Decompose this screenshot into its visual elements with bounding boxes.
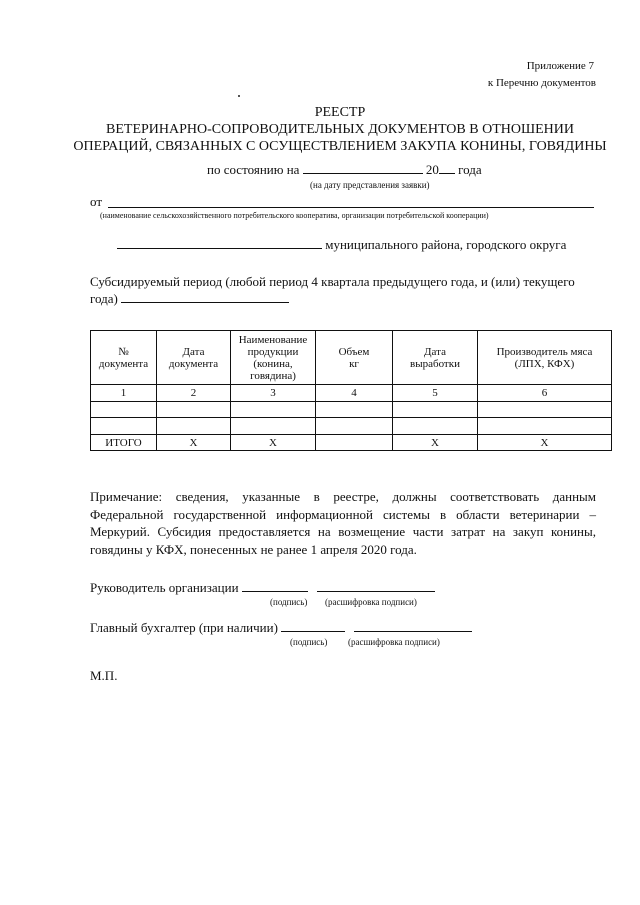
accountant-sign-hint: (подпись)	[290, 637, 328, 647]
col-number-1: 1	[91, 385, 157, 402]
table-row	[91, 402, 612, 418]
head-decode-blank[interactable]	[317, 579, 435, 592]
accountant-signature-line	[90, 619, 472, 636]
title-line-1: РЕЕСТР	[314, 105, 366, 120]
col-number-5: 5	[393, 385, 478, 402]
col-number-6: 6	[478, 385, 612, 402]
total-label: ИТОГО	[91, 435, 157, 451]
head-decode-hint: (расшифровка подписи)	[325, 597, 417, 607]
accountant-label: Главный бухгалтер (при наличии)	[90, 620, 278, 635]
year-blank[interactable]	[439, 161, 455, 174]
total-cell-3: X	[231, 435, 316, 451]
from-label: от	[90, 194, 103, 209]
header-volume: Объем кг	[316, 331, 393, 385]
period-blank[interactable]	[121, 290, 289, 303]
note-paragraph: Примечание: сведения, указанные в реестре, должны соответствовать данным Федеральной государственной информационной системы в области ветеринарии – Меркурий. Субсидия предоставляется на возмещение части затрат на закуп конины, говядины у КФХ, понесенных не ранее 1 апреля 2020 года.	[90, 489, 596, 557]
from-hint: (наименование сельскохозяйственного потребительского кооператива, организации потребительской кооперации)	[100, 211, 489, 220]
period-year-label: года)	[90, 291, 118, 306]
head-sign-blank[interactable]	[242, 579, 308, 592]
header-production-date: Дата выработки	[393, 331, 478, 385]
appendix-reference: к Перечню документов	[487, 77, 596, 89]
period-line-1: Субсидируемый период (любой период 4 квартала предыдущего года, и (или) текущего	[90, 274, 575, 289]
date-hint: (на дату представления заявки)	[310, 180, 430, 190]
total-cell-6: X	[478, 435, 612, 451]
date-blank[interactable]	[303, 161, 423, 174]
col-number-2: 2	[157, 385, 231, 402]
from-blank[interactable]	[108, 207, 594, 208]
header-doc-date: Дата документа	[157, 331, 231, 385]
accountant-decode-hint: (расшифровка подписи)	[348, 637, 440, 647]
head-sign-hint: (подпись)	[270, 597, 308, 607]
registry-table	[90, 330, 612, 451]
header-product-name: Наименование продукции (конина, говядина)	[231, 331, 316, 385]
total-cell-2: X	[157, 435, 231, 451]
header-doc-number: № документа	[91, 331, 157, 385]
district-blank[interactable]	[117, 236, 322, 249]
scan-speck	[238, 95, 240, 97]
total-cell-4[interactable]	[316, 435, 393, 451]
year-suffix: года	[458, 162, 482, 177]
table-header-row	[91, 331, 612, 385]
date-line	[207, 161, 482, 178]
accountant-decode-blank[interactable]	[354, 619, 472, 632]
head-signature-line	[90, 579, 435, 596]
col-number-3: 3	[231, 385, 316, 402]
year-prefix: 20	[425, 162, 439, 177]
header-meat-producer: Производитель мяса (ЛПХ, КФХ)	[478, 331, 612, 385]
accountant-sign-blank[interactable]	[281, 619, 345, 632]
title-line-2: ВЕТЕРИНАРНО-СОПРОВОДИТЕЛЬНЫХ ДОКУМЕНТОВ В ОТНОШЕНИИ	[106, 122, 574, 137]
appendix-number: Приложение 7	[526, 60, 594, 72]
table-total-row	[91, 435, 612, 451]
head-label: Руководитель организации	[90, 580, 239, 595]
table-row	[91, 418, 612, 435]
date-prefix: по состоянию на	[207, 162, 300, 177]
district-line	[117, 236, 566, 253]
table-number-row	[91, 385, 612, 402]
total-cell-5: X	[393, 435, 478, 451]
district-label: муниципального района, городского округа	[325, 237, 567, 252]
stamp-place: М.П.	[90, 668, 118, 683]
col-number-4: 4	[316, 385, 393, 402]
title-line-3: ОПЕРАЦИЙ, СВЯЗАННЫХ С ОСУЩЕСТВЛЕНИЕМ ЗАКУПА КОНИНЫ, ГОВЯДИНЫ	[73, 139, 607, 154]
period-line-2	[90, 290, 289, 307]
document-title	[60, 104, 620, 155]
